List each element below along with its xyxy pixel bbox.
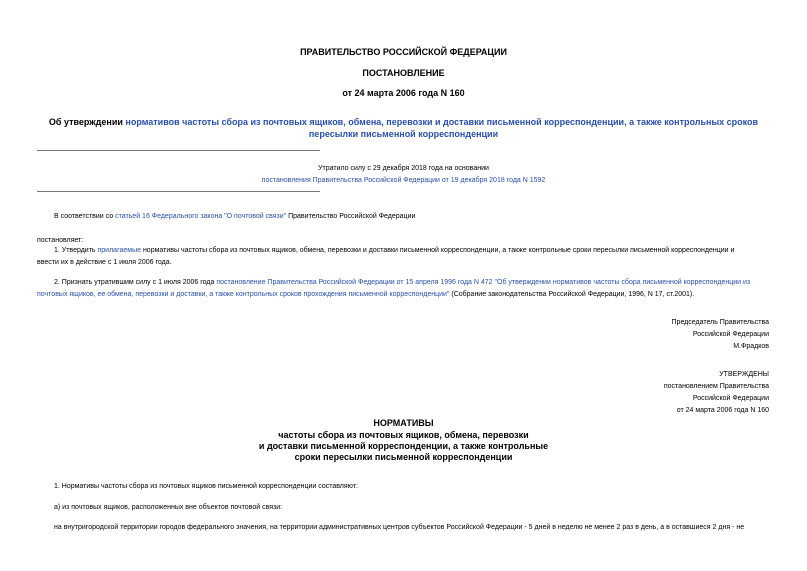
document-title [0,116,807,128]
norms-subtitle-2: и доставки письменной корреспонденции, а также контрольные [258,441,549,451]
repealed-decree-link[interactable]: постановление Правительства Российской Федерации от 15 апреля 1996 года N 472 "Об утверждении нормативов частоты сбора письменной корреспонденции из [216,279,751,286]
title-link[interactable]: нормативов частоты сбора из почтовых ящиков, обмена, перевозки и доставки письменной корреспонденции, а также контрольных сроков [125,117,759,127]
body-paragraph-3: на внутригородской территории городов федерального значения, на территории административных центров субъектов Российской Федерации - 5 дней в неделю не менее 2 раз в день, а в оставшиеся 2 дня - не [54,524,745,531]
document-title-line2 [0,128,807,140]
item-1-after: нормативы частоты сбора из почтовых ящиков, обмена, перевозки и доставки письменной корреспонденции, а также контрольные сроки пересылки письменной корреспонденции и [141,247,735,254]
signature-line-3: М.Фрадков [733,343,769,350]
item-1 [37,245,772,257]
norms-subtitle [0,430,807,463]
item-1-before: 1. Утвердить [54,247,98,254]
body-paragraph-1: 1. Нормативы частоты сбора из почтовых ящиков письменной корреспонденции составляют: [54,483,358,490]
status-line-2 [0,175,807,187]
repealed-decree-link-cont[interactable]: почтовых ящиков, ее обмена, перевозки и доставки, а также контрольных сроков прохождения письменной корреспонденции" [37,291,450,298]
approved-line-3: Российской Федерации [692,395,769,402]
item-1-line2: ввести их в действие с 1 июля 2006 года. [37,259,172,266]
document-type: ПОСТАНОВЛЕНИЕ [362,68,445,78]
government-name: ПРАВИТЕЛЬСТВО РОССИЙСКОЙ ФЕДЕРАЦИИ [300,47,507,57]
approved-line-2: постановлением Правительства [663,383,769,390]
preamble-text-before: В соответствии со [54,213,116,220]
norms-heading: НОРМАТИВЫ [373,418,434,428]
body-paragraph-2: а) из почтовых ящиков, расположенных вне объектов почтовой связи: [54,504,283,511]
signature-line-1: Председатель Правительства [671,319,769,326]
item-2 [37,277,772,289]
decree-word: постановляет: [37,237,84,244]
signature-block [672,317,769,353]
title-prefix: Об утверждении [48,117,126,127]
approved-block [664,369,769,417]
preamble-text-after: Правительство Российской Федерации [286,213,416,220]
law-article-link[interactable]: статьей 16 Федерального закона "О почтовой связи" [115,213,287,220]
item-2-line2 [37,289,772,301]
attached-link[interactable]: прилагаемые [97,247,141,254]
approved-line-1: УТВЕРЖДЕНЫ [719,371,769,378]
approved-line-4: от 24 марта 2006 года N 160 [676,407,769,414]
norms-subtitle-1: частоты сбора из почтовых ящиков, обмена, перевозки [278,430,529,440]
status-repeal-link[interactable]: постановления Правительства Российской Федерации от 19 декабря 2018 года N 1592 [261,177,546,184]
status-top-rule [37,150,320,151]
document-date-number: от 24 марта 2006 года N 160 [342,88,465,98]
preamble [54,211,415,223]
title-link-line2[interactable]: пересылки письменной корреспонденции [308,129,499,139]
signature-line-2: Российской Федерации [692,331,769,338]
item-2-before: 2. Признать утратившим силу с 1 июля 2006 года [54,279,217,286]
item-2-after: (Собрание законодательства Российской Федерации, 1996, N 17, ст.2001). [449,291,695,298]
status-bottom-rule [37,191,320,192]
norms-subtitle-3: сроки пересылки письменной корреспонденции [294,452,513,462]
status-line-1: Утратило силу с 29 декабря 2018 года на основании [318,165,489,172]
